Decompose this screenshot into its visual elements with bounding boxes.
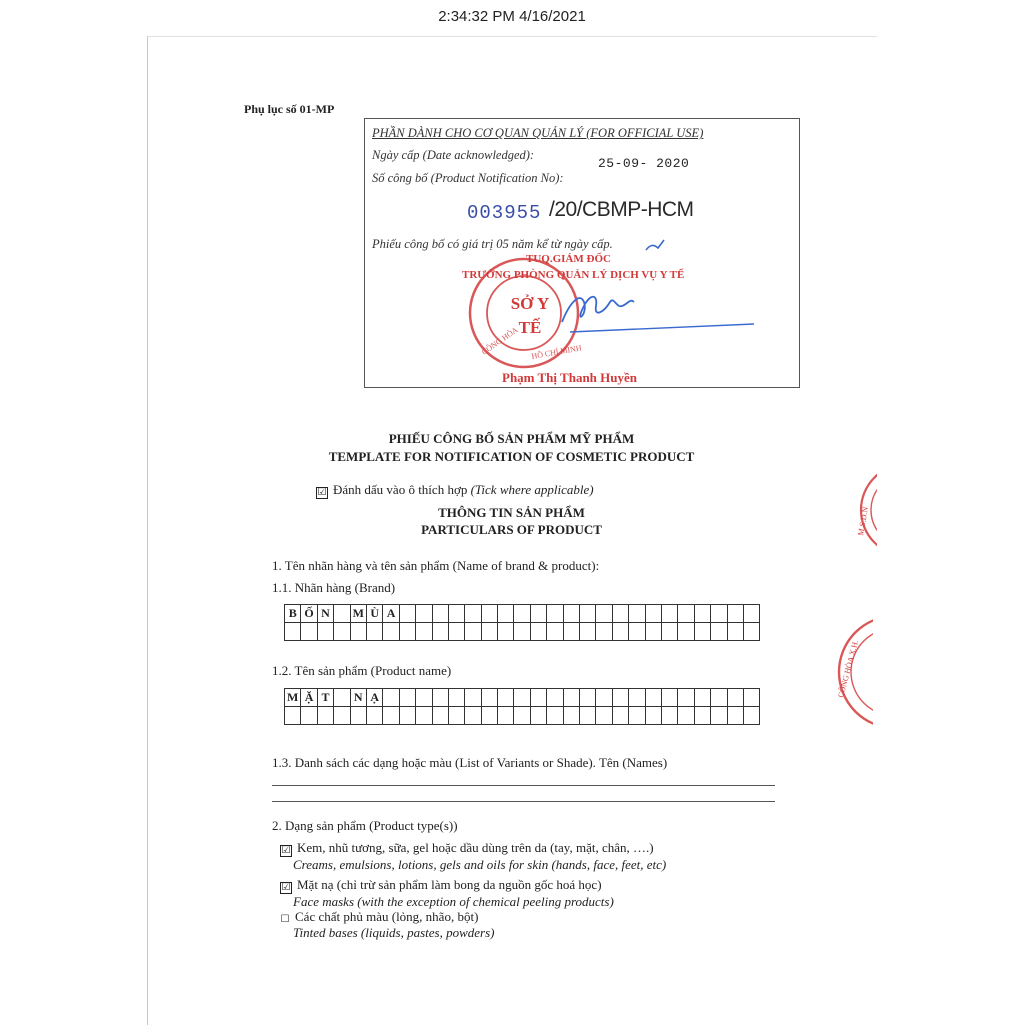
date-acknowledged-label: Ngày cấp (Date acknowledged): [372, 148, 535, 162]
section-title-en: PARTICULARS OF PRODUCT [421, 522, 602, 537]
brand-letter-cell: Ố [301, 605, 317, 623]
brand-letter-grid [284, 604, 760, 641]
official-use-title: PHẦN DÀNH CHO CƠ QUAN QUẢN LÝ (FOR OFFICIAL USE) [372, 126, 704, 140]
question-1-3: 1.3. Danh sách các dạng hoặc màu (List of Variants or Shade). Tên (Names) [272, 755, 668, 770]
svg-text:CÔNG HÒA: CÔNG HÒA [479, 325, 520, 357]
stamp-role-line-2: TRƯỞNG PHÒNG QUẢN LÝ DỊCH VỤ Y TẾ [462, 269, 685, 281]
brand-letter-cell: N [317, 605, 333, 623]
product-type-item [280, 840, 666, 873]
unchecked-box-icon: ☐ [280, 914, 290, 925]
product-letter-cell [334, 689, 350, 707]
form-title-vn: PHIẾU CÔNG BỐ SẢN PHẨM MỸ PHẨM [388, 431, 635, 446]
product-grid-row-1 [285, 689, 760, 707]
date-acknowledged-value: 25-09- 2020 [598, 156, 690, 171]
window-timestamp: 2:34:32 PM 4/16/2021 [438, 8, 586, 25]
product-type-en: Creams, emulsions, lotions, gels and oils for skin (hands, face, feet, etc) [293, 857, 667, 872]
brand-letter-cell: B [285, 605, 301, 623]
product-letter-grid [284, 688, 760, 725]
tick-instruction [316, 482, 594, 499]
notification-number-label: Số công bố (Product Notification No): [372, 171, 564, 185]
checked-box-icon: ☑ [317, 487, 327, 498]
variants-line-2 [272, 801, 775, 802]
variants-line-1 [272, 785, 775, 786]
stamp-center-text: SỞ Y TẾ [510, 294, 550, 337]
section-title-vn: THÔNG TIN SẢN PHẨM [438, 505, 585, 520]
checked-box-icon: ☑ [281, 845, 291, 856]
product-letter-cell: M [285, 689, 301, 707]
tick-instruction-en: (Tick where applicable) [470, 482, 594, 497]
brand-grid-row-2 [285, 623, 760, 641]
appendix-label: Phụ lục số 01-MP [244, 102, 335, 116]
product-letter-cell: Ạ [366, 689, 382, 707]
product-type-en: Tinted bases (liquids, pastes, powders) [293, 925, 495, 940]
brand-letter-cell: A [383, 605, 399, 623]
svg-text:HỒ CHÍ MINH: HỒ CHÍ MINH [530, 343, 583, 361]
question-1-1: 1.1. Nhãn hàng (Brand) [272, 580, 396, 595]
edge-stamp-text: M.S.D.N [856, 506, 871, 537]
product-type-vn: Các chất phủ màu (lỏng, nhão, bột) [295, 909, 479, 924]
question-1: 1. Tên nhãn hàng và tên sản phẩm (Name of brand & product): [272, 558, 600, 573]
product-letter-cell: T [317, 689, 333, 707]
brand-letter-cell: M [350, 605, 366, 623]
product-type-vn: Mặt nạ (chỉ trừ sản phẩm làm bong da nguồn gốc hoá học) [297, 877, 602, 892]
edge-stamp-icon [823, 612, 873, 732]
edge-stamp-text: CÔNG HÒA X.H. [836, 639, 861, 699]
product-type-vn: Kem, nhũ tương, sữa, gel hoặc dầu dùng trên da (tay, mặt, chân, ….) [297, 840, 654, 855]
validity-note: Phiếu công bố có giá trị 05 năm kể từ ngày cấp. [372, 237, 613, 251]
question-1-2: 1.2. Tên sản phẩm (Product name) [272, 663, 452, 678]
brand-grid-row-1 [285, 605, 760, 623]
checked-box-icon: ☑ [281, 882, 291, 893]
product-grid-row-2 [285, 707, 760, 725]
stamp-role-line-1: TUQ.GIÁM ĐỐC [526, 253, 611, 265]
brand-letter-cell [334, 605, 350, 623]
notification-number-suffix: /20/CBMP-HCM [549, 198, 694, 221]
product-letter-cell: Ặ [301, 689, 317, 707]
question-2: 2. Dạng sản phẩm (Product type(s)) [272, 818, 458, 833]
signer-name: Phạm Thị Thanh Huyền [502, 370, 637, 385]
product-type-item [280, 909, 495, 941]
form-title-en: TEMPLATE FOR NOTIFICATION OF COSMETIC PRODUCT [328, 449, 695, 464]
product-type-item [280, 877, 614, 910]
brand-letter-cell: Ù [366, 605, 382, 623]
edge-stamp-icon [847, 460, 877, 560]
notification-number-value: 003955 [467, 202, 542, 224]
product-letter-cell: N [350, 689, 366, 707]
tick-instruction-vn: Đánh dấu vào ô thích hợp [333, 482, 468, 497]
signature-icon [540, 232, 760, 352]
product-type-en: Face masks (with the exception of chemical peeling products) [293, 894, 614, 909]
